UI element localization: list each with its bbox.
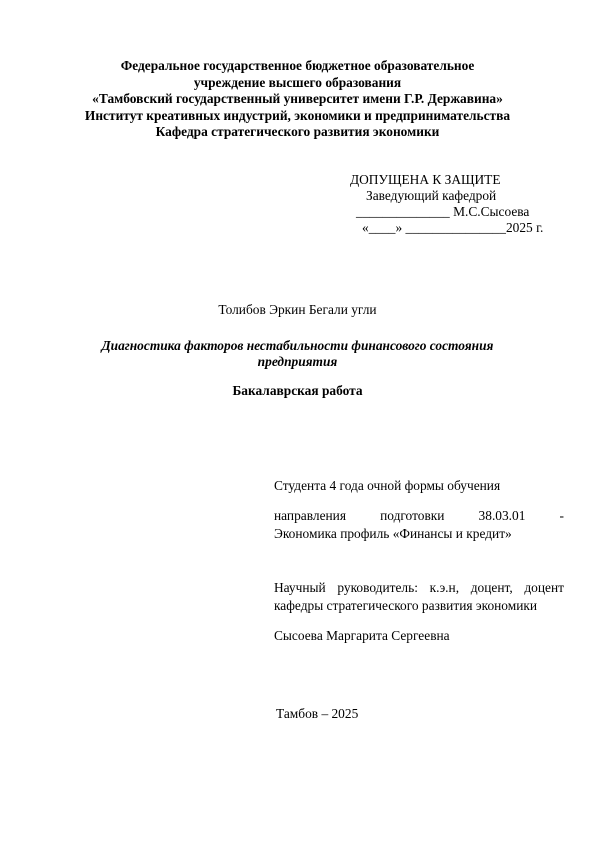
student-line-2: направления подготовки 38.03.01 - [274,508,564,523]
supervisor-name: Сысоева Маргарита Сергеевна [274,628,450,643]
author-name: Толибов Эркин Бегали угли [218,302,377,317]
approval-position: Заведующий кафедрой [366,188,497,203]
approval-title: ДОПУЩЕНА К ЗАЩИТЕ [350,172,501,187]
thesis-title-line-2: предприятия [257,354,338,369]
thesis-title-line-1: Диагностика факторов нестабильности финансового состояния [101,338,494,353]
supervisor-line-1: Научный руководитель: к.э.н, доцент, доцент [274,580,564,595]
student-line-3: Экономика профиль «Финансы и кредит» [274,526,512,541]
header-line-3: «Тамбовский государственный университет имени Г.Р. Державина» [92,91,503,106]
approval-date: «____» _______________2025 г. [362,220,544,235]
supervisor-line-2: кафедры стратегического развития экономики [274,598,538,613]
approval-signature: ______________ М.С.Сысоева [356,204,530,219]
header-line-4: Институт креативных индустрий, экономики и предпринимательства [84,107,511,123]
header-line-2: учреждение высшего образования [193,74,402,90]
student-line-1: Студента 4 года очной формы обучения [274,478,501,493]
header-line-5: Кафедра стратегического развития экономики [155,124,440,139]
city-year: Тамбов – 2025 [276,706,359,721]
work-type: Бакалаврская работа [232,383,363,398]
header-line-1: Федеральное государственное бюджетное образовательное [120,58,475,73]
